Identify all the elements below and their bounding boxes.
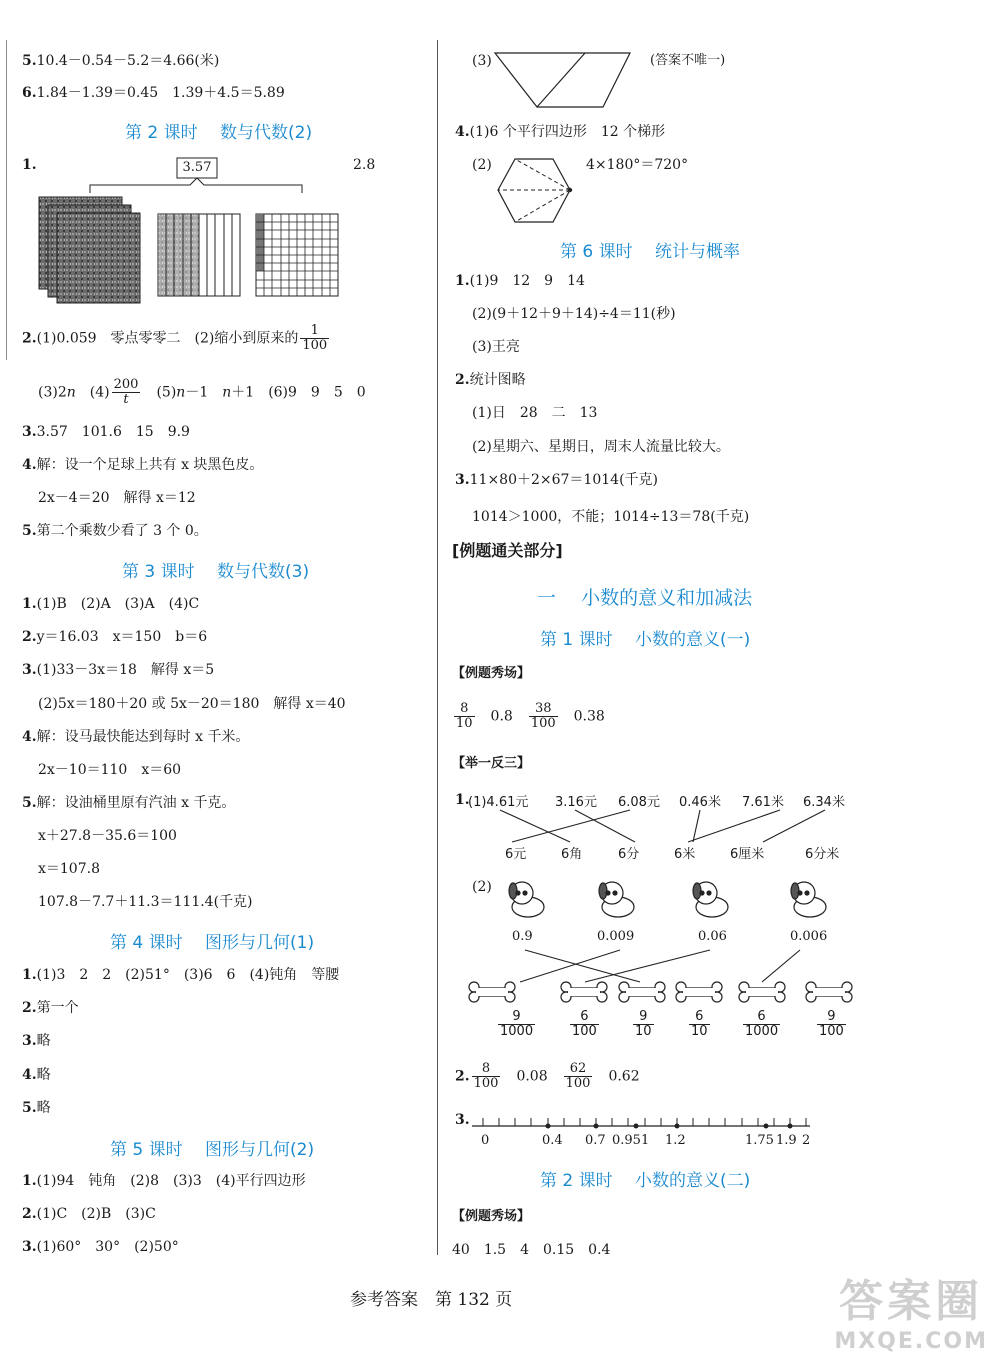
match-top-label: 0.46米 [679,795,721,810]
match-fraction: $\frac{6}{10}$ [691,1009,708,1039]
answer-line: 5.解：设油桶里原有汽油 x 千克。 [22,795,236,811]
tick-label: 0.4 [542,1133,563,1148]
match-bottom-label: 6元 [505,847,527,862]
fraction: $\frac{200}{t}$ [113,377,139,407]
match-bottom-label: 6分 [618,847,640,862]
answer-line: 3.11×80＋2×67＝1014(千克) [455,472,658,488]
answer-line: 1. [22,157,37,173]
number-line [470,1112,815,1132]
match-bottom-label: 6角 [561,847,583,862]
match-fraction: $\frac{9}{1000}$ [500,1009,534,1039]
tick-label: 0.951 [612,1133,650,1148]
answer-note: (答案不唯一) [650,53,726,68]
grid-label: 3.57 [182,160,212,175]
unit-heading: 一 小数的意义和加减法 [537,587,753,609]
answer-line: 5.略 [22,1100,51,1116]
match-fraction: $\frac{9}{10}$ [635,1009,652,1039]
answer-line: 1.(1)9 12 9 14 [455,273,585,289]
lesson-heading: 第 2 课时 数与代数(2) [125,123,313,143]
fraction: $\frac{8}{100}$ [473,1061,499,1091]
match-top-label: 0.9 [512,929,533,944]
answer-line: (2) [472,157,492,173]
match-bottom-label: 6分米 [805,847,840,862]
answer-line: (3)王亮 [472,339,520,355]
answer-line: 2.第一个 [22,1000,79,1016]
match-top-label: (1)4.61元 [468,795,529,810]
answer-line: (2)(9＋12＋9＋14)÷4＝11(秒) [472,306,676,322]
match-top-label: 7.61米 [742,795,784,810]
match-top-label: 6.34米 [803,795,845,810]
tick-label: 1.2 [665,1133,686,1148]
answer-line: 2.统计图略 [455,372,526,388]
trapezoid-figure [495,52,635,110]
match-top-label: 3.16元 [555,795,597,810]
section-tag: 【例题秀场】 [452,666,531,681]
answer-line: 1. [455,792,470,808]
answer-line: 4×180°＝720° [586,157,689,173]
answer-line: x＋27.8－35.6＝100 [38,828,177,844]
lesson-heading: 第 4 课时 图形与几何(1) [110,933,315,953]
match-top-label: 0.009 [597,929,635,944]
answer-line: x＝107.8 [38,861,100,877]
answer-line: (2)星期六、星期日，周末人流量比较大。 [472,439,730,455]
answer-line: 3.(1)33－3x＝18 解得 x＝5 [22,662,215,678]
lesson-heading: 第 5 课时 图形与几何(2) [110,1140,315,1160]
answer-line: 1.(1)B (2)A (3)A (4)C [22,596,200,612]
matching-lines [450,808,870,848]
answer-line: 107.8－7.7＋11.3＝111.4(千克) [38,894,253,910]
watermark: 答案圈 MXQE.COM [834,1276,988,1354]
puppy-icon [693,882,728,917]
column-divider [437,40,438,1255]
puppy-icon [791,882,826,917]
answer-line: 1.(1)94 钝角 (2)8 (3)3 (4)平行四边形 [22,1173,306,1189]
tick-label: 1.75 [745,1133,774,1148]
lesson-heading: 第 3 课时 数与代数(3) [122,562,310,582]
answer-line: $\frac{8}{10}$ 0.8 $\frac{38}{100}$ 0.38 [456,701,605,731]
match-fraction: $\frac{9}{100}$ [819,1009,844,1039]
answer-value: 2.8 [353,157,376,173]
answer-line: 40 1.5 4 0.15 0.4 [452,1242,611,1258]
bone-icon [619,982,665,1002]
answer-line: 1.(1)3 2 2 (2)51° (3)6 6 (4)钝角 等腰 [22,967,340,983]
answer-line: 4.(1)6 个平行四边形 12 个梯形 [455,124,666,140]
section-title: [例题通关部分] [452,541,563,560]
fraction: $\frac{8}{10}$ [456,701,473,731]
answer-line: 2.(1)C (2)B (3)C [22,1206,156,1222]
tick-label: 2 [802,1133,811,1148]
answer-line: 5.第二个乘数少看了 3 个 0。 [22,523,208,539]
puppy-icon [599,882,634,917]
answer-line: 1014＞1000，不能；1014÷13＝78(千克) [472,509,750,525]
answer-line: 6.1.84－1.39＝0.45 1.39＋4.5＝5.89 [22,85,285,101]
match-fraction: $\frac{6}{100}$ [572,1009,597,1039]
answer-line: (3) [472,53,492,69]
tick-label: 1.9 [776,1133,797,1148]
bone-icon [739,982,785,1002]
bone-icons [465,980,865,1004]
bone-icon [806,982,852,1002]
answer-line: 3.3.57 101.6 15 9.9 [22,424,190,440]
match-top-label: 0.006 [790,929,828,944]
answer-line: 4.解：设马最快能达到每时 x 千米。 [22,729,250,745]
match-bottom-label: 6米 [674,847,696,862]
answer-line: 2.y＝16.03 x＝150 b＝6 [22,629,208,645]
answer-line: 2x－4＝20 解得 x＝12 [38,490,196,506]
section-tag: 【例题秀场】 [452,1209,531,1224]
match-bottom-label: 6厘米 [730,847,765,862]
fraction: $\frac{38}{100}$ [530,701,556,731]
answer-line: 5.10.4－0.54－5.2＝4.66(米) [22,53,220,69]
answer-line: 3.(1)60° 30° (2)50° [22,1239,179,1255]
answer-line: 4.略 [22,1067,51,1083]
answer-line: (3)2n (4) $\frac{200}{t}$ (5)n－1 n＋1 (6)9 9 5 0 [38,377,366,407]
answer-line: 4.解：设一个足球上共有 x 块黑色皮。 [22,457,264,473]
fraction: $\frac{62}{100}$ [565,1061,591,1091]
answer-line: (2) [472,879,492,895]
lesson-heading: 第 1 课时 小数的意义(一) [540,630,751,650]
puppy-icon [509,882,544,917]
answer-line: 3. [455,1112,470,1128]
page-footer: 参考答案 第 132 页 [350,1290,513,1310]
answer-line: (1)日 28 二 13 [472,405,598,421]
bone-icon [469,982,515,1002]
section-tag: 【举一反三】 [452,756,531,771]
answer-line: 2.(1)0.059 零点零零二 (2)缩小到原来的 $\frac{1}{100}$ [22,323,328,353]
answer-line: 2. $\frac{8}{100}$ 0.08 $\frac{62}{100}$ 0.62 [455,1061,640,1091]
lesson-heading: 第 2 课时 小数的意义(二) [540,1171,751,1191]
tick-label: 0 [481,1133,490,1148]
match-fraction: $\frac{6}{1000}$ [745,1009,779,1039]
match-top-label: 0.06 [698,929,727,944]
answer-line: (2)5x＝180＋20 或 5x－20＝180 解得 x＝40 [38,696,346,712]
tick-label: 0.7 [585,1133,606,1148]
decimal-grid-diagram [30,155,350,305]
answer-line: 2x－10＝110 x＝60 [38,762,182,778]
puppy-icons [500,875,840,923]
answer-line: 3.略 [22,1033,51,1049]
margin-rule [6,40,7,360]
match-top-label: 6.08元 [618,795,660,810]
hexagon-figure [497,158,573,224]
bone-icon [561,982,607,1002]
fraction: $\frac{1}{100}$ [302,323,328,353]
bone-icon [676,982,722,1002]
lesson-heading: 第 6 课时 统计与概率 [560,242,741,262]
